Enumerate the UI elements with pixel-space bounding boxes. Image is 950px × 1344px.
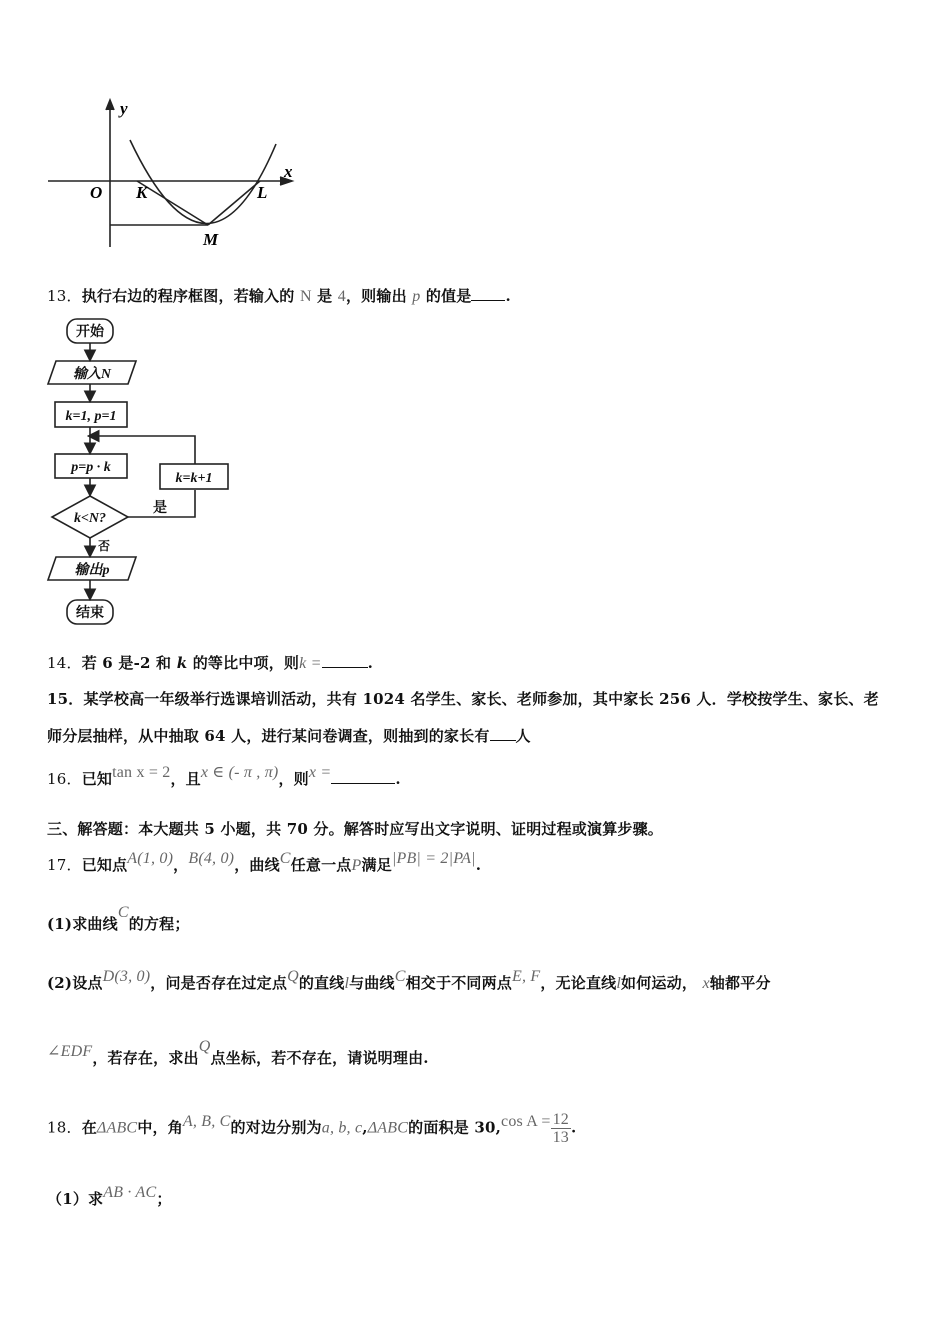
graph-l-label: L <box>257 183 268 202</box>
flow-init: k=1, p=1 <box>65 409 117 424</box>
graph-k-label: K <box>136 183 148 202</box>
question-15-line-1: 15．某学校高一年级举行选课培训活动，共有 1024 名学生、家长、老师参加，其中家长 256 人．学校按学生、家长、老 <box>47 690 879 708</box>
flow-yes: 是 <box>153 501 167 516</box>
flow-output: 输出p <box>74 563 110 578</box>
flow-no: 否 <box>97 539 111 553</box>
graph-y-label: y <box>120 99 128 118</box>
answer-blank <box>322 653 368 668</box>
question-16: 16．已知tan x = 2，且x ∈ (- π , π)，则x = . <box>47 764 401 788</box>
question-17-part-1: (1)求曲线C的方程； <box>47 904 190 933</box>
flow-start: 开始 <box>76 325 104 340</box>
question-17-part-2-cont: ∠EDF，若存在，求出Q点坐标，若不存在，请说明理由. <box>47 1038 429 1067</box>
flow-input: 输入N <box>72 367 112 382</box>
section-3-title: 三、解答题：本大题共 5 小题，共 70 分。解答时应写出文字说明、证明过程或演算步骤。 <box>47 820 664 838</box>
parabola-graph <box>40 92 310 252</box>
question-14: 14．若 6 是-2 和 k 的等比中项，则k = . <box>47 654 374 672</box>
graph-x-label: x <box>284 162 293 181</box>
answer-blank <box>471 286 505 301</box>
flow-cond: k<N? <box>73 511 107 526</box>
flow-calc: p=p · k <box>71 460 111 475</box>
question-15-line-2: 师分层抽样，从中抽取 64 人，进行某问卷调查，则抽到的家长有 人 <box>47 727 531 745</box>
question-18: 18．在ΔABC中，角A, B, C的对边分别为a, b, c,ΔABC的面积是 30,cos A = $\frac{12}{13}$ . <box>47 1111 577 1146</box>
question-18-part-1: （1）求AB · AC； <box>47 1184 172 1208</box>
graph-m-label: M <box>203 230 219 249</box>
flow-end: 结束 <box>76 606 104 621</box>
cos-fraction: $\frac{12}{13}$ <box>552 1111 569 1146</box>
flow-inc: k=k+1 <box>175 471 213 486</box>
answer-blank <box>490 726 516 741</box>
question-13: 13．执行右边的程序框图，若输入的 N 是 4，则输出 p 的值是 . <box>47 287 511 305</box>
flowchart <box>40 316 240 632</box>
graph-origin-label: O <box>90 183 103 202</box>
question-17: 17．已知点A(1, 0)，B(4, 0)，曲线C任意一点P满足|PB| = 2|PA|. <box>47 850 482 874</box>
answer-blank <box>331 769 395 784</box>
question-17-part-2: (2)设点D(3, 0)，问是否存在过定点Q的直线l与曲线C相交于不同两点E, F，无论直线l如何运动， x轴都平分 <box>47 968 771 992</box>
